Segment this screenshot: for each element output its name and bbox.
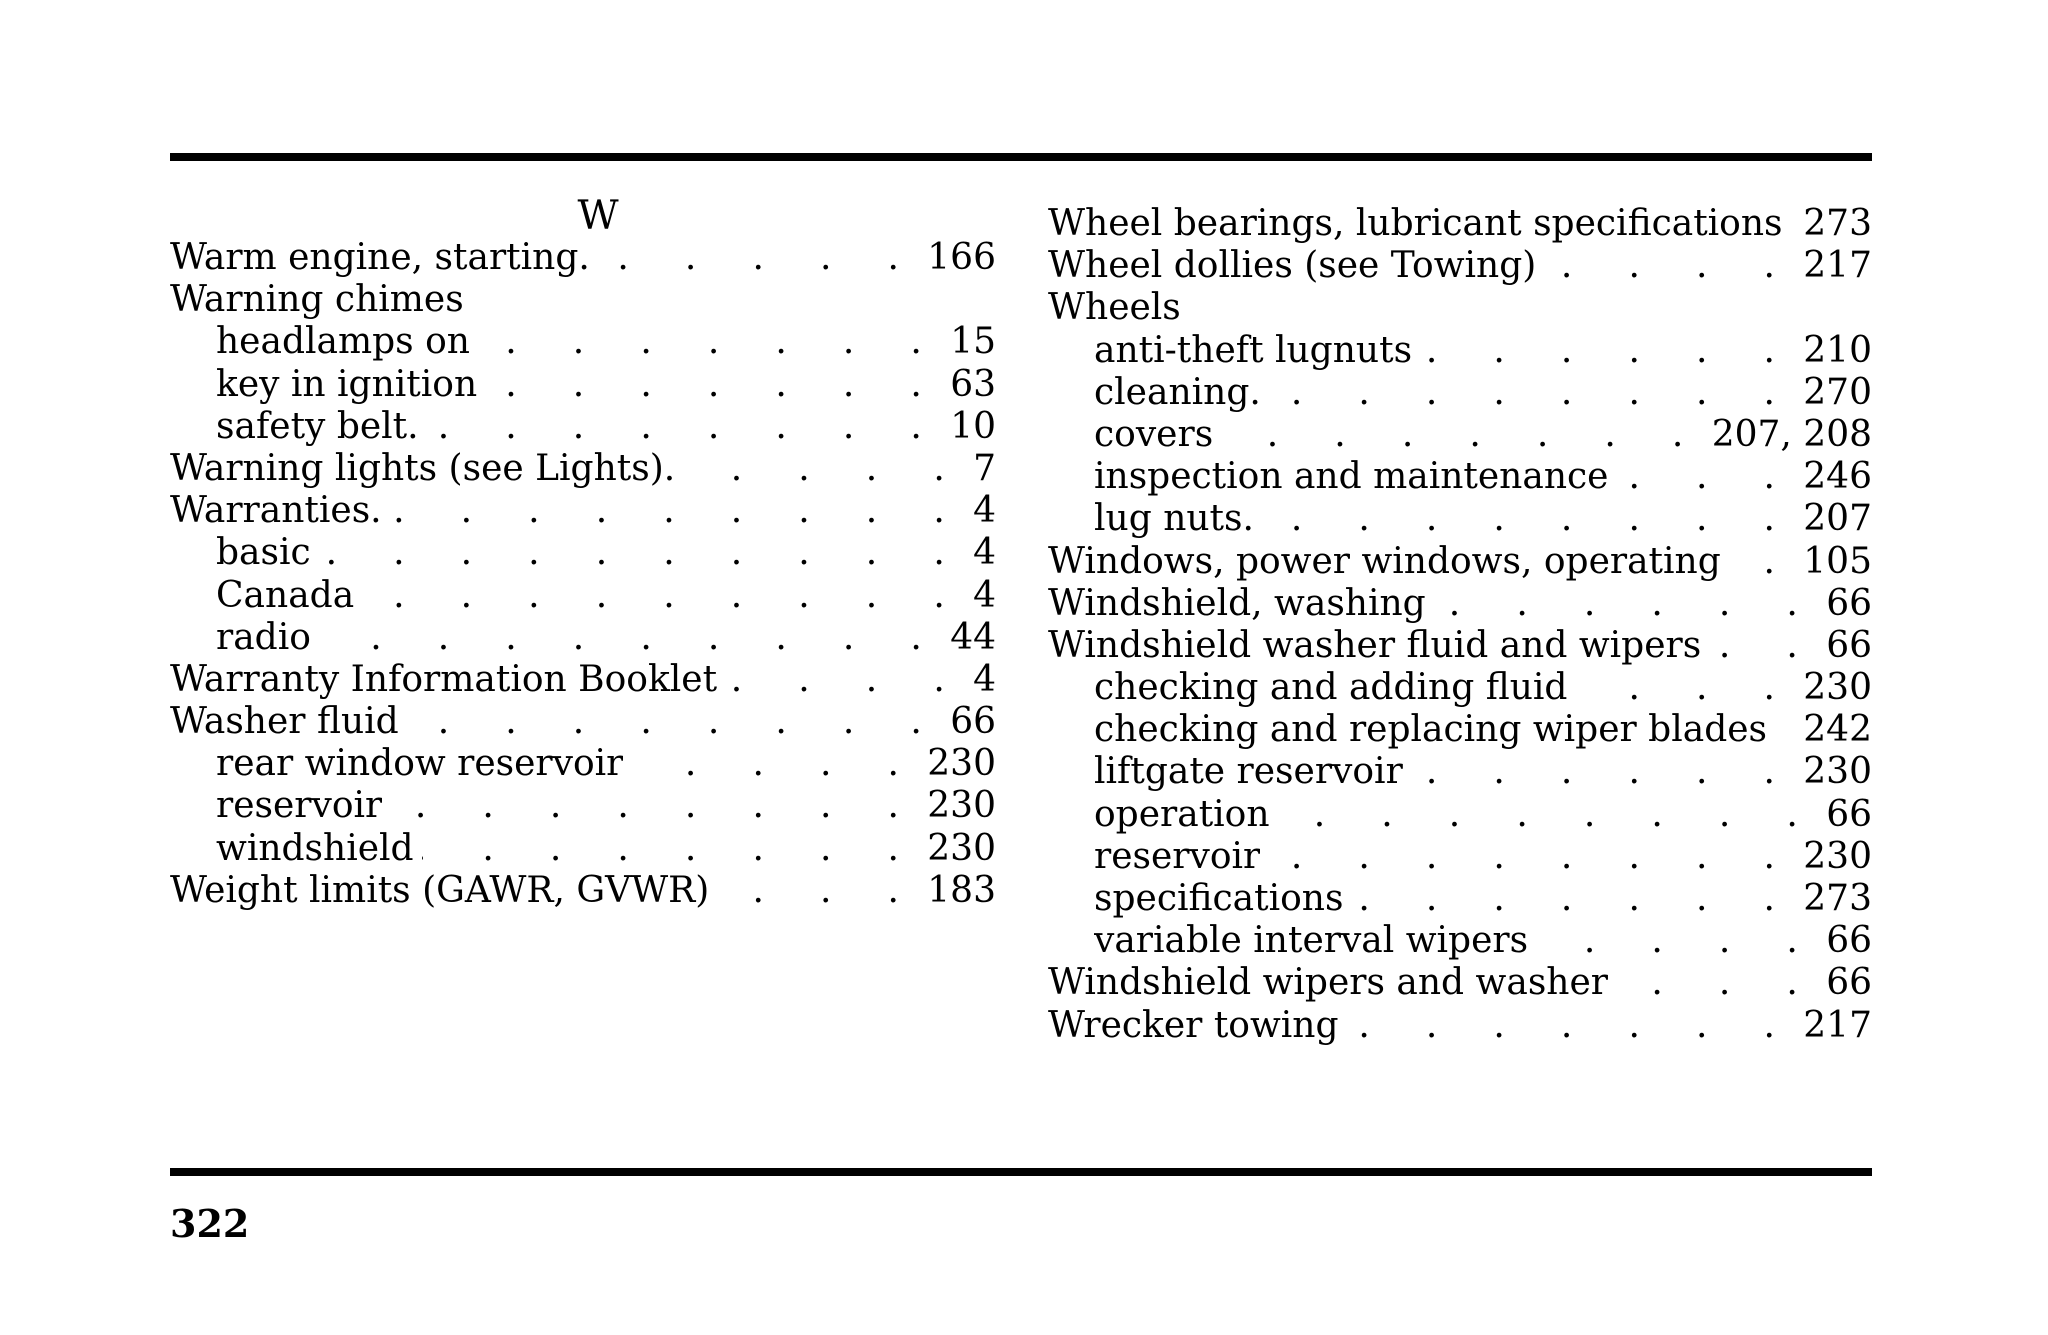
dot-leader <box>362 575 967 617</box>
index-subentry <box>1048 920 1872 962</box>
index-term: checking and replacing wiper blades <box>1094 709 1768 751</box>
index-page-ref: 44 <box>950 616 996 658</box>
dot-leader <box>319 532 967 574</box>
index-term: checking and adding fluid <box>1094 667 1568 709</box>
index-page-ref: 273 <box>1803 203 1872 244</box>
index-subentry <box>1048 878 1872 920</box>
index-term: Wrecker towing <box>1048 1004 1339 1046</box>
index-page-ref: 66 <box>1826 962 1872 1004</box>
index-entry <box>1048 625 1872 667</box>
index-page-ref: 15 <box>950 321 996 363</box>
dot-leader <box>1616 962 1820 1004</box>
index-page-ref: 4 <box>973 574 996 616</box>
dot-leader <box>1221 414 1706 456</box>
index-entry <box>1048 583 1872 625</box>
index-term: Warranties. <box>170 490 382 532</box>
dot-leader <box>407 701 944 743</box>
index-subentry <box>170 785 996 827</box>
index-entry <box>170 279 996 321</box>
index-subentry <box>1048 498 1872 540</box>
index-page-ref: 217 <box>1803 245 1872 287</box>
index-subentry <box>170 617 996 659</box>
index-term: variable interval wipers <box>1094 920 1529 962</box>
index-page-ref: 105 <box>1803 540 1872 582</box>
index-term: Warning lights (see Lights). <box>170 447 676 489</box>
index-page-ref: 210 <box>1803 329 1872 371</box>
index-term: operation <box>1094 793 1270 835</box>
index-entry <box>170 237 996 279</box>
index-entry <box>1048 287 1872 329</box>
index-page-ref: 207 <box>1803 498 1872 540</box>
dot-leader <box>717 870 921 912</box>
dot-leader <box>1269 372 1797 414</box>
index-page-ref: 63 <box>950 363 996 405</box>
index-term: rear window reservoir <box>216 743 624 785</box>
index-page-ref: 230 <box>1803 751 1872 793</box>
index-page-ref: 217 <box>1803 1004 1872 1046</box>
index-subentry <box>1048 709 1872 751</box>
index-page-ref: 7 <box>973 447 996 489</box>
index-term: key in ignition <box>216 363 478 405</box>
index-subentry <box>170 364 996 406</box>
index-page-ref: 66 <box>1826 920 1872 962</box>
left-entry-list <box>170 237 996 912</box>
index-subentry <box>170 532 996 574</box>
index-subentry <box>1048 372 1872 414</box>
dot-leader <box>390 490 967 532</box>
dot-leader <box>478 321 944 363</box>
index-entry <box>1048 541 1872 583</box>
index-page-ref: 270 <box>1803 371 1872 413</box>
index-term: headlamps on <box>216 321 470 363</box>
index-page-ref: 66 <box>1826 582 1872 624</box>
index-subentry <box>170 828 996 870</box>
index-term: anti-theft lugnuts <box>1094 329 1413 371</box>
index-subentry <box>1048 794 1872 836</box>
index-term: safety belt. <box>216 405 419 447</box>
index-page-ref: 230 <box>927 827 996 869</box>
index-entry <box>1048 203 1872 245</box>
index-page-ref: 166 <box>927 237 996 278</box>
index-page-ref: 207, 208 <box>1711 413 1872 455</box>
index-page-ref: 183 <box>927 869 996 911</box>
dot-leader <box>1709 625 1820 667</box>
index-term: Weight limits (GAWR, GVWR) <box>170 869 710 911</box>
page-number: 322 <box>170 1201 250 1246</box>
dot-leader <box>1536 920 1820 962</box>
index-column-left <box>170 195 996 912</box>
dot-leader <box>1262 498 1797 540</box>
dot-leader <box>427 406 945 448</box>
dot-leader <box>319 617 944 659</box>
right-entry-list <box>1048 203 1872 1047</box>
index-term: liftgate reservoir <box>1094 751 1403 793</box>
index-page-ref: 230 <box>927 785 996 827</box>
index-term: cleaning. <box>1094 371 1261 413</box>
index-term: basic <box>216 532 311 574</box>
index-term: Windows, power windows, operating <box>1048 540 1721 582</box>
index-page-ref: 4 <box>973 490 996 532</box>
dot-leader <box>1791 203 1798 245</box>
index-entry <box>170 701 996 743</box>
index-term: Warning chimes <box>170 279 464 321</box>
dot-leader <box>631 743 921 785</box>
index-entry <box>1048 245 1872 287</box>
index-term: Warm engine, starting. <box>170 237 590 278</box>
dot-leader <box>1544 245 1797 287</box>
dot-leader <box>422 828 922 870</box>
dot-leader <box>1347 1005 1798 1047</box>
index-term: windshield <box>216 827 414 869</box>
index-term: Wheels <box>1048 287 1181 329</box>
index-subentry <box>1048 751 1872 793</box>
index-term: Warranty Information Booklet <box>170 658 718 700</box>
dot-leader <box>1775 709 1797 751</box>
dot-leader <box>1411 751 1798 793</box>
index-subentry <box>1048 667 1872 709</box>
index-page-ref: 10 <box>950 405 996 447</box>
dot-leader <box>683 448 967 490</box>
dot-leader <box>1616 456 1797 498</box>
index-term: reservoir <box>216 785 383 827</box>
index-entry <box>170 659 996 701</box>
index-page-ref: 4 <box>973 532 996 574</box>
index-term: Washer fluid <box>170 701 399 743</box>
index-term: covers <box>1094 413 1214 455</box>
dot-leader <box>485 364 944 406</box>
index-subentry <box>170 406 996 448</box>
dot-leader <box>1575 667 1797 709</box>
index-term: reservoir <box>1094 835 1261 877</box>
index-subentry <box>170 321 996 363</box>
section-letter-heading: W <box>577 193 619 239</box>
index-term: radio <box>216 616 311 658</box>
index-page-ref: 4 <box>973 658 996 700</box>
index-term: Windshield washer fluid and wipers <box>1048 624 1702 666</box>
index-column-right <box>1048 203 1872 1047</box>
index-term: inspection and maintenance <box>1094 456 1609 498</box>
index-entry <box>170 490 996 532</box>
index-term: Canada <box>216 574 355 616</box>
index-term: Wheel dollies (see Towing) <box>1048 245 1537 287</box>
index-page-ref: 66 <box>1826 793 1872 835</box>
index-term: Wheel bearings, lubricant specifications <box>1048 203 1783 244</box>
index-term: Windshield wipers and washer <box>1048 962 1608 1004</box>
dot-leader <box>1268 836 1797 878</box>
index-term: Windshield, washing <box>1048 582 1426 624</box>
index-subentry <box>1048 456 1872 498</box>
index-term: lug nuts. <box>1094 498 1254 540</box>
index-term: specifications <box>1094 878 1344 919</box>
index-subentry <box>170 575 996 617</box>
index-page-ref: 273 <box>1803 878 1872 919</box>
dot-leader <box>725 659 967 701</box>
index-subentry <box>1048 836 1872 878</box>
dot-leader <box>1351 878 1797 920</box>
index-entry <box>170 870 996 912</box>
index-page-ref: 66 <box>950 701 996 743</box>
index-subentry <box>1048 414 1872 456</box>
index-entry <box>1048 962 1872 1004</box>
dot-leader <box>598 237 921 279</box>
index-page-ref: 230 <box>927 743 996 785</box>
index-subentry <box>1048 330 1872 372</box>
index-page-ref: 66 <box>1826 624 1872 666</box>
index-page-ref: 246 <box>1803 456 1872 498</box>
index-page-ref: 230 <box>1803 835 1872 877</box>
index-entry <box>1048 1005 1872 1047</box>
top-rule <box>170 153 1872 161</box>
dot-leader <box>1729 541 1798 583</box>
index-page-ref: 242 <box>1803 709 1872 751</box>
dot-leader <box>1434 583 1820 625</box>
dot-leader <box>1420 330 1797 372</box>
index-page-ref: 230 <box>1803 667 1872 709</box>
bottom-rule <box>170 1168 1872 1176</box>
dot-leader <box>390 785 921 827</box>
dot-leader <box>1278 794 1821 836</box>
index-subentry <box>170 743 996 785</box>
index-entry <box>170 448 996 490</box>
